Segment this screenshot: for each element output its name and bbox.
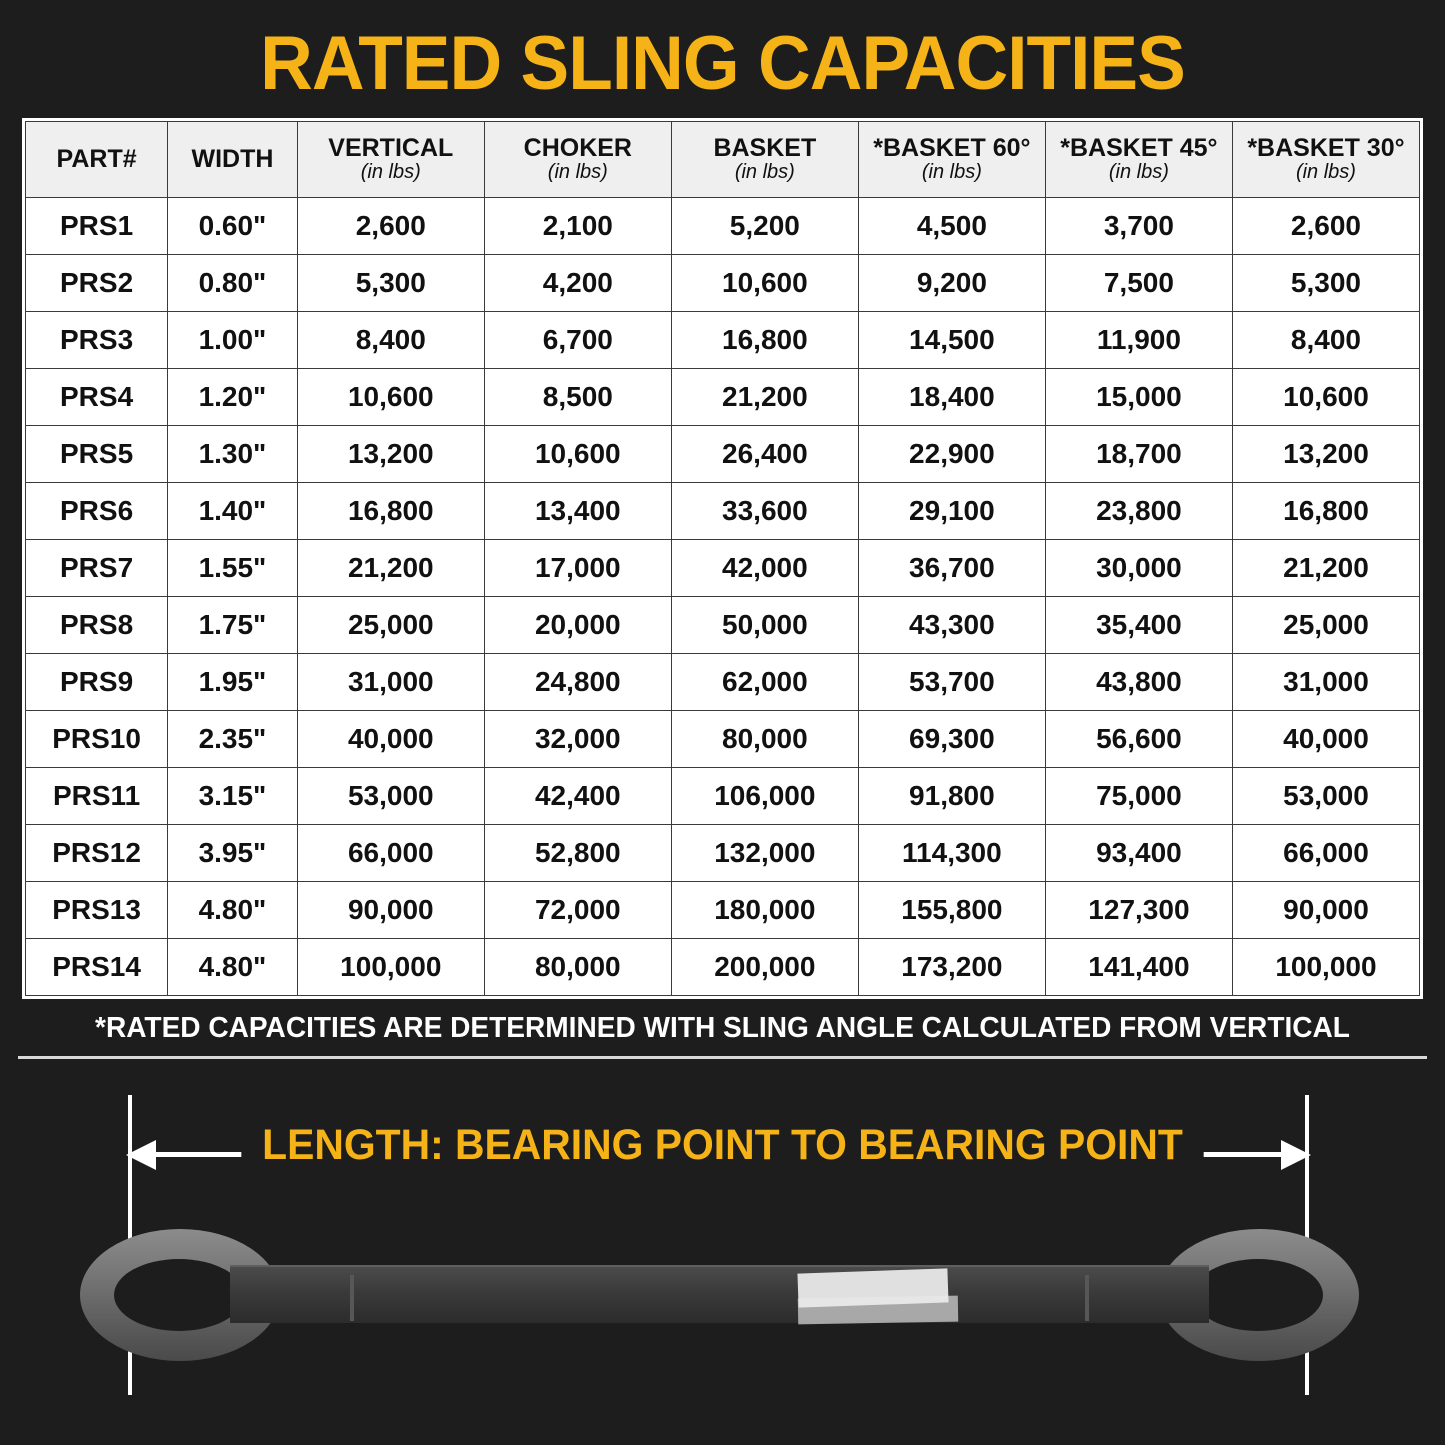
sling-body <box>230 1265 1209 1323</box>
cell-part-number: PRS10 <box>26 711 168 768</box>
cell-value: 53,000 <box>297 768 484 825</box>
column-header-label: VERTICAL <box>328 134 454 163</box>
cell-value: 90,000 <box>1232 882 1419 939</box>
column-header-label: CHOKER <box>523 134 632 163</box>
capacities-table <box>25 121 1420 996</box>
cell-value: 1.55" <box>168 540 298 597</box>
cell-value: 10,600 <box>297 369 484 426</box>
cell-value: 31,000 <box>1232 654 1419 711</box>
cell-value: 1.40" <box>168 483 298 540</box>
cell-value: 114,300 <box>858 825 1045 882</box>
table-row <box>26 255 1420 312</box>
cell-value: 173,200 <box>858 939 1045 996</box>
table-row <box>26 768 1420 825</box>
capacities-table-wrapper <box>22 118 1423 999</box>
cell-value: 93,400 <box>1045 825 1232 882</box>
column-header-unit: (in lbs) <box>547 161 608 184</box>
cell-value: 5,200 <box>671 198 858 255</box>
cell-value: 42,400 <box>484 768 671 825</box>
cell-value: 53,700 <box>858 654 1045 711</box>
cell-value: 4.80" <box>168 882 298 939</box>
cell-value: 11,900 <box>1045 312 1232 369</box>
cell-part-number: PRS3 <box>26 312 168 369</box>
cell-value: 80,000 <box>671 711 858 768</box>
cell-value: 127,300 <box>1045 882 1232 939</box>
cell-part-number: PRS2 <box>26 255 168 312</box>
cell-part-number: PRS13 <box>26 882 168 939</box>
cell-value: 1.30" <box>168 426 298 483</box>
cell-value: 16,800 <box>297 483 484 540</box>
cell-value: 2.35" <box>168 711 298 768</box>
cell-value: 2,100 <box>484 198 671 255</box>
cell-value: 24,800 <box>484 654 671 711</box>
cell-part-number: PRS4 <box>26 369 168 426</box>
cell-value: 2,600 <box>1232 198 1419 255</box>
cell-value: 53,000 <box>1232 768 1419 825</box>
column-header-label: BASKET <box>713 134 817 163</box>
cell-value: 13,200 <box>297 426 484 483</box>
table-row <box>26 312 1420 369</box>
cell-value: 8,500 <box>484 369 671 426</box>
sling-illustration <box>0 1073 1445 1413</box>
column-header-label: *BASKET 60° <box>873 134 1031 163</box>
sling-label-tag <box>797 1268 948 1307</box>
table-row <box>26 597 1420 654</box>
sling-seam-left <box>350 1275 354 1321</box>
column-header-6 <box>1045 122 1232 198</box>
cell-value: 22,900 <box>858 426 1045 483</box>
cell-value: 42,000 <box>671 540 858 597</box>
cell-value: 3,700 <box>1045 198 1232 255</box>
table-row <box>26 939 1420 996</box>
column-header-7 <box>1232 122 1419 198</box>
cell-value: 36,700 <box>858 540 1045 597</box>
cell-part-number: PRS5 <box>26 426 168 483</box>
cell-value: 13,400 <box>484 483 671 540</box>
table-row <box>26 198 1420 255</box>
footnote-text: *RATED CAPACITIES ARE DETERMINED WITH SLING ANGLE CALCULATED FROM VERTICAL <box>95 1012 1350 1044</box>
column-header-unit: (in lbs) <box>360 161 421 184</box>
cell-value: 4,200 <box>484 255 671 312</box>
cell-value: 35,400 <box>1045 597 1232 654</box>
cell-value: 43,800 <box>1045 654 1232 711</box>
cell-value: 52,800 <box>484 825 671 882</box>
table-header <box>26 122 1420 198</box>
sling-seam-right <box>1085 1275 1089 1321</box>
cell-value: 69,300 <box>858 711 1045 768</box>
column-header-unit: (in lbs) <box>921 161 982 184</box>
cell-value: 16,800 <box>1232 483 1419 540</box>
column-header-unit: (in lbs) <box>1295 161 1356 184</box>
table-row <box>26 882 1420 939</box>
column-header-2 <box>297 122 484 198</box>
cell-part-number: PRS12 <box>26 825 168 882</box>
table-row <box>26 540 1420 597</box>
cell-value: 5,300 <box>297 255 484 312</box>
cell-value: 33,600 <box>671 483 858 540</box>
cell-value: 3.15" <box>168 768 298 825</box>
cell-value: 8,400 <box>297 312 484 369</box>
cell-value: 25,000 <box>297 597 484 654</box>
cell-value: 10,600 <box>671 255 858 312</box>
page-title: RATED SLING CAPACITIES <box>260 21 1185 106</box>
column-header-4 <box>671 122 858 198</box>
cell-value: 32,000 <box>484 711 671 768</box>
table-body <box>26 198 1420 996</box>
cell-value: 141,400 <box>1045 939 1232 996</box>
cell-value: 200,000 <box>671 939 858 996</box>
column-header-3 <box>484 122 671 198</box>
round-sling-graphic <box>80 1215 1359 1380</box>
cell-value: 40,000 <box>297 711 484 768</box>
column-header-1 <box>168 122 298 198</box>
length-caption-text: LENGTH: BEARING POINT TO BEARING POINT <box>241 1121 1203 1169</box>
cell-value: 31,000 <box>297 654 484 711</box>
column-header-unit: (in lbs) <box>1108 161 1169 184</box>
cell-value: 180,000 <box>671 882 858 939</box>
cell-value: 25,000 <box>1232 597 1419 654</box>
cell-value: 15,000 <box>1045 369 1232 426</box>
cell-value: 72,000 <box>484 882 671 939</box>
cell-value: 4.80" <box>168 939 298 996</box>
cell-value: 80,000 <box>484 939 671 996</box>
cell-value: 43,300 <box>858 597 1045 654</box>
cell-value: 14,500 <box>858 312 1045 369</box>
column-header-unit: (in lbs) <box>734 161 795 184</box>
cell-value: 10,600 <box>1232 369 1419 426</box>
cell-value: 26,400 <box>671 426 858 483</box>
cell-value: 91,800 <box>858 768 1045 825</box>
cell-value: 5,300 <box>1232 255 1419 312</box>
cell-value: 9,200 <box>858 255 1045 312</box>
table-row <box>26 483 1420 540</box>
cell-value: 40,000 <box>1232 711 1419 768</box>
cell-part-number: PRS14 <box>26 939 168 996</box>
cell-part-number: PRS1 <box>26 198 168 255</box>
cell-value: 100,000 <box>297 939 484 996</box>
column-header-label: PART# <box>56 145 137 173</box>
column-header-label: WIDTH <box>191 145 274 173</box>
cell-part-number: PRS9 <box>26 654 168 711</box>
cell-value: 50,000 <box>671 597 858 654</box>
cell-value: 7,500 <box>1045 255 1232 312</box>
table-row <box>26 825 1420 882</box>
cell-value: 17,000 <box>484 540 671 597</box>
cell-value: 21,200 <box>671 369 858 426</box>
cell-value: 6,700 <box>484 312 671 369</box>
cell-value: 106,000 <box>671 768 858 825</box>
cell-value: 1.20" <box>168 369 298 426</box>
column-header-label: *BASKET 45° <box>1060 134 1218 163</box>
cell-value: 62,000 <box>671 654 858 711</box>
cell-value: 30,000 <box>1045 540 1232 597</box>
cell-value: 18,400 <box>858 369 1045 426</box>
table-row <box>26 426 1420 483</box>
cell-value: 23,800 <box>1045 483 1232 540</box>
cell-value: 66,000 <box>1232 825 1419 882</box>
table-row <box>26 369 1420 426</box>
table-row <box>26 711 1420 768</box>
cell-value: 1.00" <box>168 312 298 369</box>
cell-value: 100,000 <box>1232 939 1419 996</box>
cell-value: 56,600 <box>1045 711 1232 768</box>
cell-value: 10,600 <box>484 426 671 483</box>
column-header-label: *BASKET 30° <box>1247 134 1405 163</box>
cell-value: 66,000 <box>297 825 484 882</box>
cell-value: 8,400 <box>1232 312 1419 369</box>
cell-value: 13,200 <box>1232 426 1419 483</box>
cell-value: 29,100 <box>858 483 1045 540</box>
table-header-row <box>26 122 1420 198</box>
cell-value: 20,000 <box>484 597 671 654</box>
cell-value: 3.95" <box>168 825 298 882</box>
cell-value: 16,800 <box>671 312 858 369</box>
cell-value: 2,600 <box>297 198 484 255</box>
cell-value: 90,000 <box>297 882 484 939</box>
section-divider <box>18 1056 1427 1059</box>
cell-part-number: PRS7 <box>26 540 168 597</box>
cell-value: 1.75" <box>168 597 298 654</box>
cell-value: 155,800 <box>858 882 1045 939</box>
length-caption <box>36 1121 1409 1170</box>
cell-value: 21,200 <box>297 540 484 597</box>
cell-value: 1.95" <box>168 654 298 711</box>
cell-value: 4,500 <box>858 198 1045 255</box>
cell-part-number: PRS11 <box>26 768 168 825</box>
cell-value: 132,000 <box>671 825 858 882</box>
cell-part-number: PRS8 <box>26 597 168 654</box>
cell-value: 75,000 <box>1045 768 1232 825</box>
cell-value: 21,200 <box>1232 540 1419 597</box>
cell-value: 0.80" <box>168 255 298 312</box>
cell-value: 0.60" <box>168 198 298 255</box>
column-header-5 <box>858 122 1045 198</box>
table-row <box>26 654 1420 711</box>
cell-value: 18,700 <box>1045 426 1232 483</box>
cell-part-number: PRS6 <box>26 483 168 540</box>
column-header-0 <box>26 122 168 198</box>
